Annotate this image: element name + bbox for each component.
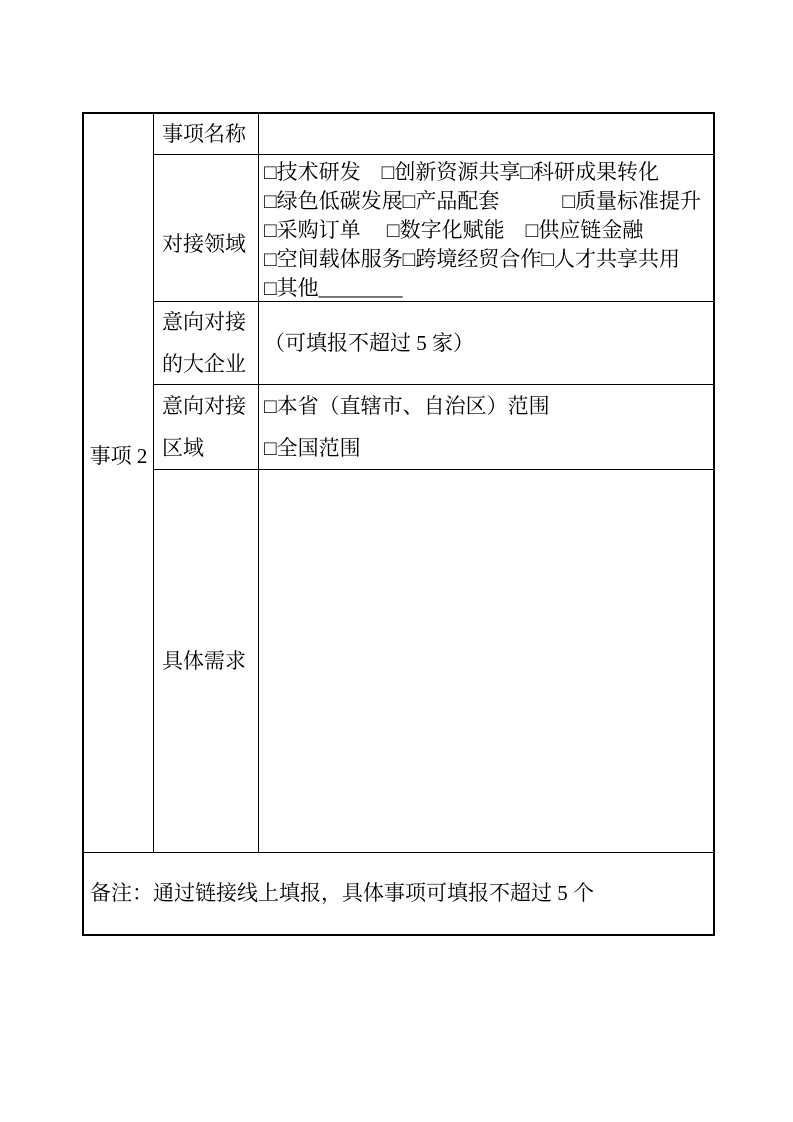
checkbox-option-line-other[interactable]: □其他________ — [264, 276, 403, 300]
checkbox-option-line[interactable]: □技术研发 □创新资源共享□科研成果转化 — [264, 160, 660, 184]
docking-fields-options-cell — [259, 155, 713, 302]
target-region-label: 意向对接区域 — [162, 394, 246, 460]
checkbox-option-line[interactable]: □本省（直辖市、自治区）范围 — [264, 394, 550, 418]
item-name-label: 事项名称 — [162, 122, 246, 146]
matchmaking-form-table — [82, 112, 715, 936]
checkbox-option-line[interactable]: □采购订单 □数字化赋能 □供应链金融 — [264, 218, 644, 242]
checkbox-option-line[interactable]: □空间载体服务□跨境经贸合作□人才共享共用 — [264, 247, 681, 271]
note-text: 备注：通过链接线上填报，具体事项可填报不超过 5 个 — [90, 880, 594, 905]
item-name-value-cell[interactable] — [259, 114, 713, 155]
docking-fields-label-cell — [154, 155, 259, 302]
target-enterprises-label-cell — [154, 302, 259, 385]
target-enterprises-label: 意向对接的大企业 — [162, 310, 246, 376]
target-enterprises-hint: （可填报不超过 5 家） — [264, 331, 474, 355]
note-cell — [84, 853, 713, 934]
checkbox-option-line[interactable]: □绿色低碳发展□产品配套 □质量标准提升 — [264, 189, 702, 213]
item-group-cell — [84, 114, 154, 853]
target-enterprises-value-cell[interactable] — [259, 302, 713, 385]
specific-needs-label: 具体需求 — [162, 649, 246, 673]
target-region-label-cell — [154, 385, 259, 470]
target-region-options-cell — [259, 385, 713, 470]
item-name-label-cell — [154, 114, 259, 155]
checkbox-option-line[interactable]: □全国范围 — [264, 436, 361, 460]
docking-fields-label: 对接领域 — [162, 232, 246, 256]
specific-needs-label-cell — [154, 470, 259, 853]
specific-needs-value-cell[interactable] — [259, 470, 713, 853]
item-group-label: 事项 2 — [89, 444, 148, 469]
